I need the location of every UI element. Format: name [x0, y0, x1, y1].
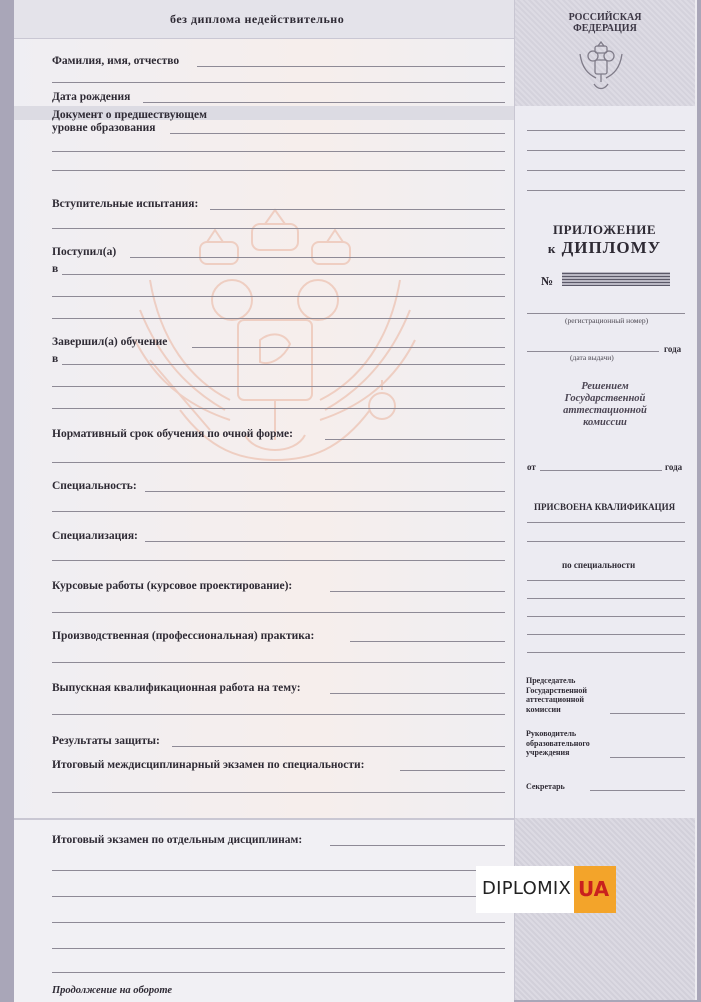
- country-line-2: ФЕДЕРАЦИЯ: [573, 23, 637, 34]
- specialty-right-line-1[interactable]: [527, 580, 685, 581]
- specialization-line[interactable]: [145, 541, 505, 542]
- qualification-label: ПРИСВОЕНА КВАЛИФИКАЦИЯ: [534, 502, 676, 512]
- year-label-1: года: [664, 344, 682, 354]
- diplomix-logo: [476, 866, 616, 913]
- practice-line-2[interactable]: [52, 662, 505, 663]
- final-exam-label: Итоговый междисциплинарный экзамен по специальности:: [52, 759, 365, 771]
- commission-text: [530, 381, 680, 429]
- enrolled-line-4[interactable]: [52, 318, 505, 319]
- entrance-label: Вступительные испытания:: [52, 198, 199, 210]
- logo-text: DIPLOMIX: [482, 878, 572, 899]
- reg-number-caption: (регистрационный номер): [565, 316, 649, 325]
- chair-line-2: Государственной: [526, 685, 588, 695]
- prev-doc-line-3[interactable]: [52, 170, 505, 171]
- qualification-line-2[interactable]: [527, 541, 685, 542]
- diploma-number-field[interactable]: [562, 272, 670, 286]
- fio-line-2[interactable]: [52, 82, 505, 83]
- appendix-title-line-2: [527, 238, 682, 258]
- finished-label: Завершил(а) обучение: [52, 336, 168, 348]
- from-label: от: [527, 462, 536, 472]
- defense-label: Результаты защиты:: [52, 735, 160, 747]
- by-specialty-label: по специальности: [562, 560, 636, 570]
- separate-exams-line-2[interactable]: [52, 870, 505, 871]
- entrance-line-2[interactable]: [52, 228, 505, 229]
- defense-line[interactable]: [172, 746, 505, 747]
- birth-date-line[interactable]: [143, 102, 505, 103]
- specialty-line[interactable]: [145, 491, 505, 492]
- thesis-label: Выпускная квалификационная работа на тему:: [52, 682, 301, 694]
- birth-date-label: Дата рождения: [52, 91, 131, 103]
- head-signature-line[interactable]: [610, 757, 685, 758]
- prev-doc-line[interactable]: [170, 133, 505, 134]
- head-label: [526, 729, 590, 758]
- state-emblem-icon: [576, 40, 626, 92]
- fio-label: Фамилия, имя, отчество: [52, 55, 180, 67]
- appendix-diploma: ДИПЛОМУ: [561, 238, 662, 257]
- appendix-title: [527, 222, 682, 258]
- separate-exams-line-5[interactable]: [52, 948, 505, 949]
- thesis-line[interactable]: [330, 693, 505, 694]
- prev-doc-label-2: уровне образования: [52, 122, 156, 134]
- term-line-2[interactable]: [52, 462, 505, 463]
- entrance-line[interactable]: [210, 209, 505, 210]
- finished-line[interactable]: [192, 347, 505, 348]
- prev-doc-label-1: Документ о предшествующем: [52, 109, 207, 121]
- specialty-line-2[interactable]: [52, 511, 505, 512]
- validity-note: без диплома недействительно: [170, 12, 345, 26]
- right-line-3[interactable]: [527, 170, 685, 171]
- continuation-note: Продолжение на обороте: [52, 985, 173, 996]
- enrolled-label: Поступил(а): [52, 246, 117, 258]
- commission-line-2: Государственной: [564, 393, 646, 404]
- term-line[interactable]: [325, 439, 505, 440]
- term-label: Нормативный срок обучения по очной форме:: [52, 428, 293, 440]
- secretary-signature-line[interactable]: [590, 790, 685, 791]
- specialization-line-2[interactable]: [52, 560, 505, 561]
- commission-line-1: Решением: [581, 381, 629, 392]
- separate-exams-line-3[interactable]: [52, 896, 505, 897]
- head-line-2: образовательного: [526, 738, 590, 748]
- head-line-1: Руководитель: [526, 729, 577, 738]
- fio-line[interactable]: [197, 66, 505, 67]
- finished-in-label: в: [52, 353, 59, 365]
- issue-date-line[interactable]: [527, 351, 659, 352]
- coursework-line-2[interactable]: [52, 612, 505, 613]
- country-name: [540, 12, 670, 34]
- secretary-label: Секретарь: [526, 782, 565, 791]
- year-label-2: года: [665, 462, 683, 472]
- chair-signature-line[interactable]: [610, 713, 685, 714]
- finished-line-4[interactable]: [52, 408, 505, 409]
- separate-exams-line-4[interactable]: [52, 922, 505, 923]
- right-line-2[interactable]: [527, 150, 685, 151]
- country-line-1: РОССИЙСКАЯ: [568, 12, 642, 23]
- appendix-title-line-1: ПРИЛОЖЕНИЕ: [552, 222, 657, 237]
- enrolled-in-label: в: [52, 263, 59, 275]
- finished-in-line[interactable]: [62, 364, 505, 365]
- number-sign: №: [541, 274, 554, 288]
- qualification-line-1[interactable]: [527, 522, 685, 523]
- final-exam-line-2[interactable]: [52, 792, 505, 793]
- issue-date-caption: (дата выдачи): [570, 353, 614, 362]
- separate-exams-line-6[interactable]: [52, 972, 505, 973]
- thesis-line-2[interactable]: [52, 714, 505, 715]
- specialization-label: Специализация:: [52, 530, 138, 542]
- head-line-3: учреждения: [526, 748, 570, 757]
- practice-label: Производственная (профессиональная) практика:: [52, 630, 315, 642]
- commission-date-line[interactable]: [540, 470, 662, 471]
- chair-line-4: комиссии: [526, 704, 561, 714]
- logo-badge: [574, 866, 616, 913]
- commission-line-4: комиссии: [583, 417, 627, 428]
- finished-line-3[interactable]: [52, 386, 505, 387]
- commission-line-3: аттестационной: [563, 405, 647, 416]
- enrolled-line[interactable]: [130, 257, 505, 258]
- specialty-label: Специальность:: [52, 480, 137, 492]
- final-exam-line[interactable]: [400, 770, 505, 771]
- coursework-label: Курсовые работы (курсовое проектирование):: [52, 580, 293, 592]
- logo-badge-text: UA: [578, 877, 610, 901]
- separate-exams-line[interactable]: [330, 845, 505, 846]
- right-line-4[interactable]: [527, 190, 685, 191]
- separate-exams-label: Итоговый экзамен по отдельным дисциплинам:: [52, 834, 303, 846]
- chair-line-1: Председатель: [526, 676, 576, 685]
- chair-label: [526, 676, 587, 714]
- specialty-right-line-4[interactable]: [527, 634, 685, 635]
- prev-doc-line-2[interactable]: [52, 151, 505, 152]
- enrolled-in-line[interactable]: [62, 274, 505, 275]
- right-line-1[interactable]: [527, 130, 685, 131]
- practice-line[interactable]: [350, 641, 505, 642]
- chair-line-3: аттестационной: [526, 695, 584, 704]
- reg-number-line[interactable]: [527, 313, 685, 314]
- appendix-k: к: [547, 241, 557, 256]
- specialty-right-line-2[interactable]: [527, 598, 685, 599]
- coursework-line[interactable]: [330, 591, 505, 592]
- enrolled-line-3[interactable]: [52, 296, 505, 297]
- specialty-right-line-5[interactable]: [527, 652, 685, 653]
- specialty-right-line-3[interactable]: [527, 616, 685, 617]
